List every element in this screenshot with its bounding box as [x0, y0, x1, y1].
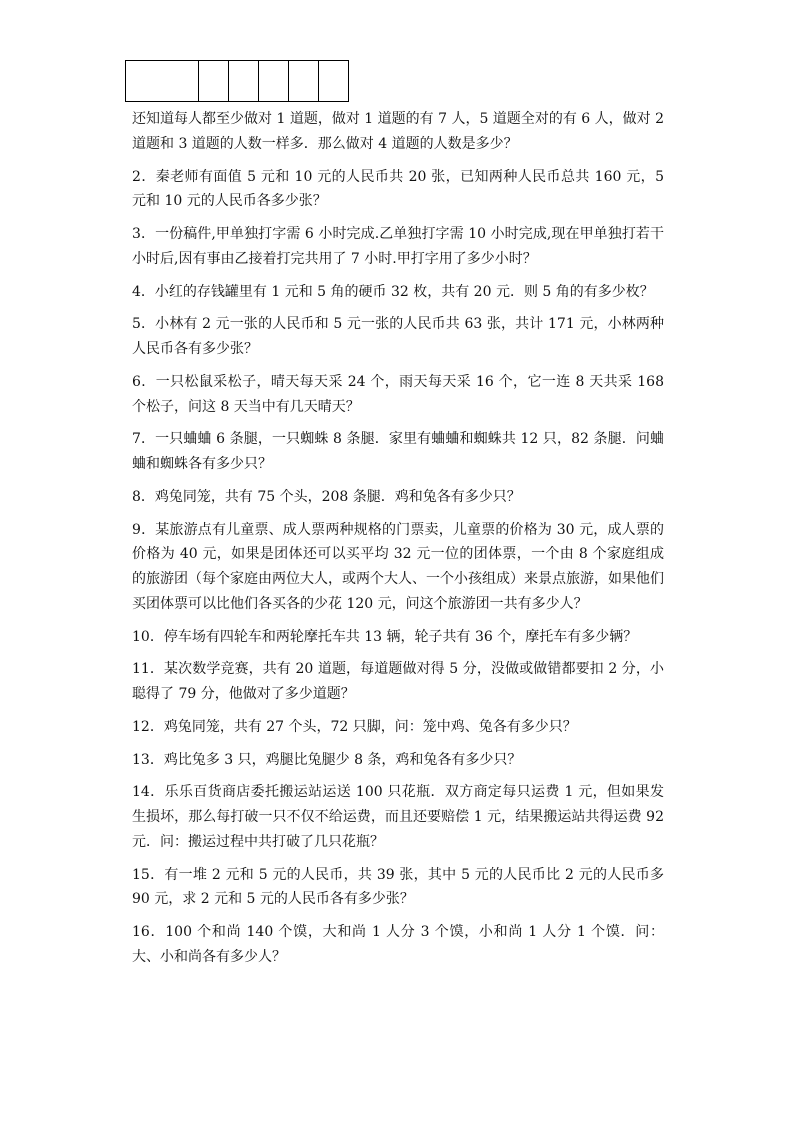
question-3: 3．一份稿件,甲单独打字需 6 小时完成.乙单独打字需 10 小时完成,现在甲单独打若干小时后,因有事由乙接着打完共用了 7 小时.甲打字用了多少小时？ [132, 226, 664, 267]
question-5: 5．小林有 2 元一张的人民币和 5 元一张的人民币共 63 张，共计 171 元，小林两种人民币各有多少张？ [132, 316, 664, 357]
table-cell [229, 61, 259, 102]
question-11: 11．某次数学竞赛，共有 20 道题，每道题做对得 5 分，没做或做错都要扣 2 分，小聪得了 79 分，他做对了多少道题？ [132, 661, 664, 702]
question-8: 8．鸡兔同笼，共有 75 个头，208 条腿．鸡和兔各有多少只？ [132, 488, 521, 505]
question-12: 12．鸡兔同笼，共有 27 个头，72 只脚，问：笼中鸡、兔各有多少只？ [132, 718, 577, 735]
table-cell [289, 61, 319, 102]
table-cell [126, 61, 199, 102]
question-15: 15．有一堆 2 元和 5 元的人民币，共 39 张，其中 5 元的人民币比 2 元的人民币多 90 元，求 2 元和 5 元的人民币各有多少张？ [132, 866, 664, 908]
question-16: 16．100 个和尚 140 个馍，大和尚 1 人分 3 个馍，小和尚 1 人分 1 个馍．问：大、小和尚各有多少人？ [132, 924, 664, 965]
question-7: 7．一只蛐蛐 6 条腿，一只蜘蛛 8 条腿．家里有蛐蛐和蜘蛛共 12 只，82 条腿．问蛐蛐和蜘蛛各有多少只？ [132, 431, 664, 472]
question-9: 9．某旅游点有儿童票、成人票两种规格的门票卖，儿童票的价格为 30 元，成人票的价格为 40 元，如果是团体还可以买平均 32 元一位的团体票，一个由 8 个家庭组成的旅游团（每个家庭由两位大人，或两个大人、一个小孩组成）来景点旅游，如果他们买团体票可以比他们各买各的少花 120 元，问这个旅游团一共有多少人？ [132, 521, 664, 612]
table-cell [199, 61, 229, 102]
table-row [126, 61, 349, 102]
question-4: 4．小红的存钱罐里有 1 元和 5 角的硬币 32 枚，共有 20 元．则 5 角的有多少枚？ [132, 283, 654, 300]
table-cell [259, 61, 289, 102]
question-1-continuation: 还知道每人都至少做对 1 道题，做对 1 道题的有 7 人，5 道题全对的有 6 人，做对 2 道题和 3 道题的人数一样多．那么做对 4 道题的人数是多少？ [132, 111, 664, 152]
question-6: 6．一只松鼠采松子，晴天每天采 24 个，雨天每天采 16 个，它一连 8 天共采 168 个松子，问这 8 天当中有几天晴天？ [132, 373, 664, 415]
answer-grid-table [125, 60, 349, 102]
question-14: 14．乐乐百货商店委托搬运站运送 100 只花瓶．双方商定每只运费 1 元，但如果发生损坏，那么每打破一只不仅不给运费，而且还要赔偿 1 元，结果搬运站共得运费 92 元．问：搬运过程中共打破了几只花瓶？ [132, 784, 664, 850]
table-cell [319, 61, 349, 102]
question-list [132, 107, 664, 978]
question-2: 2．秦老师有面值 5 元和 10 元的人民币共 20 张，已知两种人民币总共 160 元，5 元和 10 元的人民币各多少张？ [132, 168, 664, 210]
question-13: 13．鸡比兔多 3 只，鸡腿比兔腿少 8 条，鸡和兔各有多少只？ [132, 751, 522, 768]
question-10: 10．停车场有四轮车和两轮摩托车共 13 辆，轮子共有 36 个，摩托车有多少辆？ [132, 628, 638, 645]
